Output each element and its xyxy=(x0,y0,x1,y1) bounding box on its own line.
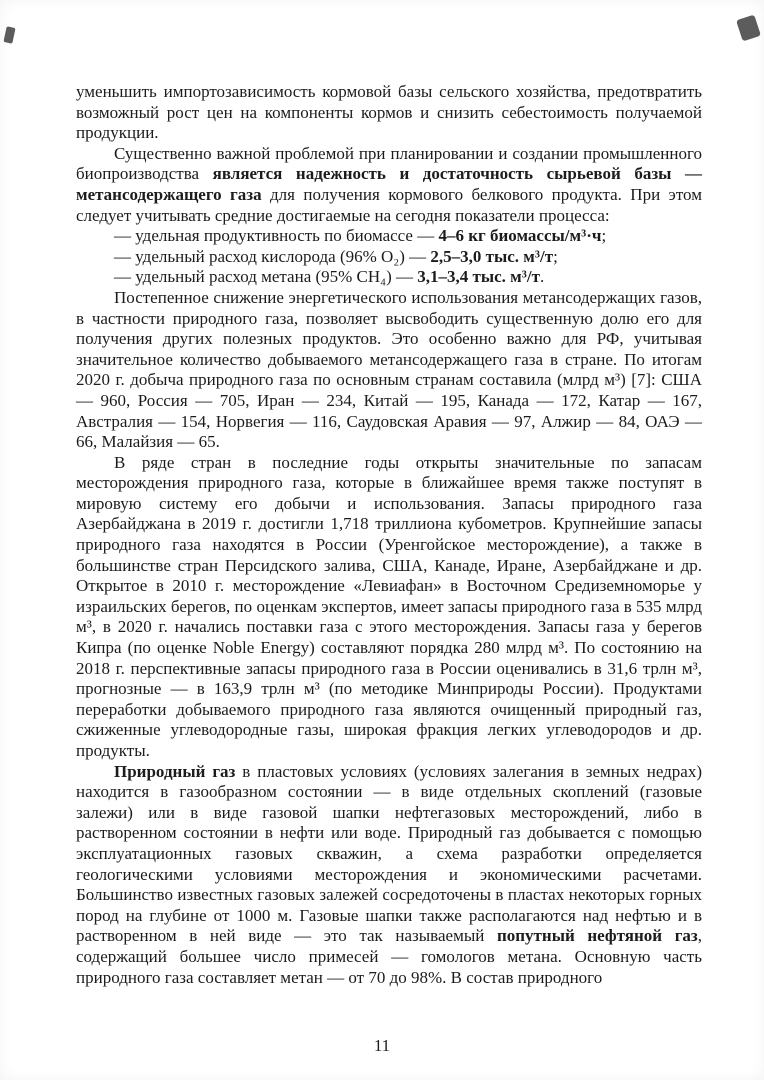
text-run: Постепенное снижение энергетического использования метансодержащих газов, в частности природного газа, позволяет высвободить существенную долю его для получения других полезных продуктов. Это особенно важно для РФ, учитывая значительное количество добываемого метансодержащего газа в стране. По итогам 2020 г. добыча природного газа по основным странам составила (млрд м³) [7]: США — 960, Россия — 705, Иран — 234, Китай — 195, Канада — 172, Катар — 167, Австралия — 154, Норвегия — 116, Саудовская Аравия — 97, Алжир — 84, ОАЭ — 66, Малайзия — 65. xyxy=(76,287,702,452)
text-run: уменьшить импортозависимость кормовой базы сельского хозяйства, предотвратить возможный рост цен на компоненты кормов и снизить себестоимость получаемой продукции. xyxy=(76,82,702,143)
text-run: ; xyxy=(601,226,607,246)
page-number: 11 xyxy=(373,1036,391,1055)
bullet-line xyxy=(76,247,702,268)
text-run: в пластовых условиях (условиях залегания в земных недрах) находится в газообразном состоянии — в виде отдельных скоплений (газовые залежи) или в виде газовой шапки нефтегазовых месторождений, либо в растворенном состоянии в нефти или воде. Природный газ добывается с помощью эксплуатационных газовых скважин, а схема разработки определяется геологическими условиями месторождения и экономическими расчетами. Большинство известных газовых залежей сосредоточены в пластах некоторых горных пород на глубине от 1000 м. Газовые шапки также располагаются над нефтью и в растворенном в ней виде — это так называемый xyxy=(76,761,702,946)
bold-text-run: является надежность и достаточность сырьевой базы — метансодержащего газа xyxy=(76,164,702,204)
text-run: для получения кормового белкового продукта. При этом следует учитывать средние достигаемые на сегодня показатели процесса: xyxy=(76,184,702,225)
bold-text-run: 2,5–3,0 тыс. м³/т xyxy=(430,246,554,266)
paragraph xyxy=(76,762,702,989)
text-run: В ряде стран в последние годы открыты значительные по запасам месторождения природного газа, которые в ближайшее время также поступят в мировую систему его добычи и использования. Запасы природного газа Азербайджана в 2019 г. достигли 1,718 триллиона кубометров. Крупнейшие запасы природного газа находятся в России (Уренгойское месторождение), а также в большинстве стран Персидского залива, США, Канаде, Иране, Азербайджане и др. Открытое в 2010 г. месторождение «Левиафан» в Восточном Средиземноморье у израильских берегов, по оценкам экспертов, имеет запасы природного газа в 535 млрд м³, в 2020 г. начались поставки газа с этого месторождения. Запасы газа у берегов Кипра (по оценке Noble Energy) составляют порядка 280 млрд м³. По состоянию на 2018 г. перспективные запасы природного газа в России оценивались в 31,6 трлн м³, прогнозные — в 163,9 трлн м³ (по методике Минприроды России). Продуктами переработки добываемого природного газа являются очищенный природный газ, сжиженные углеводородные газы, широкая фракция легких углеводородов и др. продукты. xyxy=(76,452,702,760)
scan-ink-smudge-top-left xyxy=(3,26,15,44)
paragraph xyxy=(76,453,702,762)
bold-text-run: Природный газ xyxy=(114,761,236,781)
page-body-text xyxy=(76,82,702,988)
paragraph xyxy=(76,82,702,144)
text-run: . xyxy=(539,267,545,287)
scan-ink-smudge-top-right xyxy=(736,15,761,42)
bold-text-run: попутный нефтяной газ xyxy=(496,926,698,946)
text-run: , содержащий большее число примесей — гомологов метана. Основную часть природного газа составляет метан — от 70 до 98%. В состав природного xyxy=(76,926,702,987)
text-run: — удельный расход метана (95% CH₄) — xyxy=(114,267,418,287)
text-run: — удельная продуктивность по биомассе — xyxy=(114,226,439,246)
text-run: ; xyxy=(553,246,558,266)
text-run: Существенно важной проблемой при планировании и создании промышленного биопроизводства xyxy=(76,143,702,184)
paragraph xyxy=(76,144,702,226)
bold-text-run: 4–6 кг биомассы/м³·ч xyxy=(438,226,602,246)
bold-text-run: 3,1–3,4 тыс. м³/т xyxy=(417,267,540,287)
bullet-line xyxy=(76,267,702,288)
text-run: — удельный расход кислорода (96% O₂) — xyxy=(114,246,431,266)
bullet-line xyxy=(76,226,702,247)
paragraph xyxy=(76,288,702,453)
